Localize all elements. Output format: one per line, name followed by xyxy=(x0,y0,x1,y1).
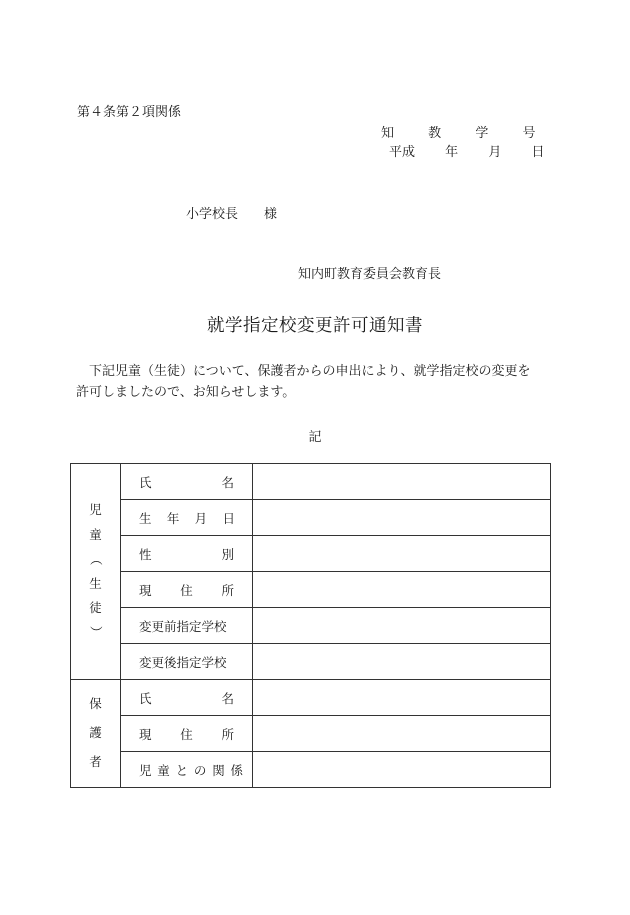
details-table xyxy=(70,463,551,788)
table-row xyxy=(71,716,551,752)
label-char: 名 xyxy=(221,474,234,490)
label-char: 関 xyxy=(212,762,225,778)
label-char: 現 xyxy=(139,582,152,598)
label-char: 生 xyxy=(139,510,152,526)
label-char: 係 xyxy=(230,762,243,778)
issuer: 知内町教育委員会教育長 xyxy=(298,267,442,282)
vertical-char: 徒 xyxy=(89,599,102,615)
recipient-line xyxy=(186,203,277,222)
doc-number-char: 学 xyxy=(475,126,489,141)
vertical-char: 護 xyxy=(89,725,102,741)
field-label-guardian-address xyxy=(121,716,253,752)
doc-number-char: 教 xyxy=(428,126,442,141)
label-char: 氏 xyxy=(139,690,152,706)
label-char: 年 xyxy=(166,510,180,526)
field-label-guardian-name xyxy=(121,680,253,716)
body-text xyxy=(76,361,556,403)
label-char: 現 xyxy=(139,726,152,742)
vertical-char: 保 xyxy=(89,696,102,712)
body-line-2: 許可しましたので、お知らせします。 xyxy=(76,385,296,400)
date-month: 月 xyxy=(488,145,502,160)
label-char: 別 xyxy=(221,546,234,562)
label-char: 名 xyxy=(221,690,234,706)
table-row xyxy=(71,536,551,572)
field-label-relationship xyxy=(121,752,253,788)
document-number-line xyxy=(381,122,535,141)
new-school-value[interactable] xyxy=(253,644,551,680)
label-char: と xyxy=(175,762,189,778)
table-row xyxy=(71,464,551,500)
vertical-char: （ xyxy=(88,553,104,566)
relationship-value[interactable] xyxy=(253,752,551,788)
doc-number-char: 知 xyxy=(381,126,395,141)
previous-school-value[interactable] xyxy=(253,608,551,644)
label-char: 所 xyxy=(221,726,234,742)
field-label-name xyxy=(121,464,253,500)
ki-heading: 記 xyxy=(308,430,322,445)
label-char: 日 xyxy=(222,510,235,526)
table-row xyxy=(71,752,551,788)
label-char: 氏 xyxy=(139,474,152,490)
field-label-sex xyxy=(121,536,253,572)
table-row xyxy=(71,644,551,680)
field-label-address xyxy=(121,572,253,608)
field-label-new-school xyxy=(121,644,253,680)
guardian-name-value[interactable] xyxy=(253,680,551,716)
date-year: 年 xyxy=(445,145,459,160)
guardian-address-value[interactable] xyxy=(253,716,551,752)
label-char: 童 xyxy=(157,762,170,778)
table-row xyxy=(71,500,551,536)
document-title: 就学指定校変更許可通知書 xyxy=(207,316,423,336)
recipient-honorific: 様 xyxy=(264,207,278,222)
recipient-school: 小学校長 xyxy=(186,207,239,222)
label-text: 変更後指定学校 xyxy=(139,654,227,670)
guardian-group-label xyxy=(71,680,121,788)
field-label-previous-school xyxy=(121,608,253,644)
label-char: 月 xyxy=(194,510,208,526)
vertical-char: 童 xyxy=(89,526,102,542)
vertical-char: 生 xyxy=(89,575,102,591)
label-char: 性 xyxy=(139,546,152,562)
student-group-label xyxy=(71,464,121,680)
document-date-line xyxy=(389,141,544,160)
table-row xyxy=(71,572,551,608)
table-row xyxy=(71,680,551,716)
label-text: 変更前指定学校 xyxy=(139,618,227,634)
student-name-value[interactable] xyxy=(253,464,551,500)
date-day: 日 xyxy=(531,145,545,160)
label-char: 所 xyxy=(221,582,234,598)
student-sex-value[interactable] xyxy=(253,536,551,572)
body-line-1: 下記児童（生徒）について、保護者からの申出により、就学指定校の変更を xyxy=(89,364,531,379)
label-char: 児 xyxy=(139,762,152,778)
vertical-char: 児 xyxy=(89,502,102,518)
field-label-birthdate xyxy=(121,500,253,536)
label-char: 住 xyxy=(180,582,193,598)
doc-number-char: 号 xyxy=(522,126,536,141)
table-row xyxy=(71,608,551,644)
vertical-char: 者 xyxy=(89,753,102,769)
student-birthdate-value[interactable] xyxy=(253,500,551,536)
label-char: の xyxy=(193,762,207,778)
label-char: 住 xyxy=(180,726,193,742)
student-address-value[interactable] xyxy=(253,572,551,608)
article-reference: 第４条第２項関係 xyxy=(77,105,182,120)
date-era: 平成 xyxy=(389,145,416,160)
vertical-char: ） xyxy=(88,626,104,639)
